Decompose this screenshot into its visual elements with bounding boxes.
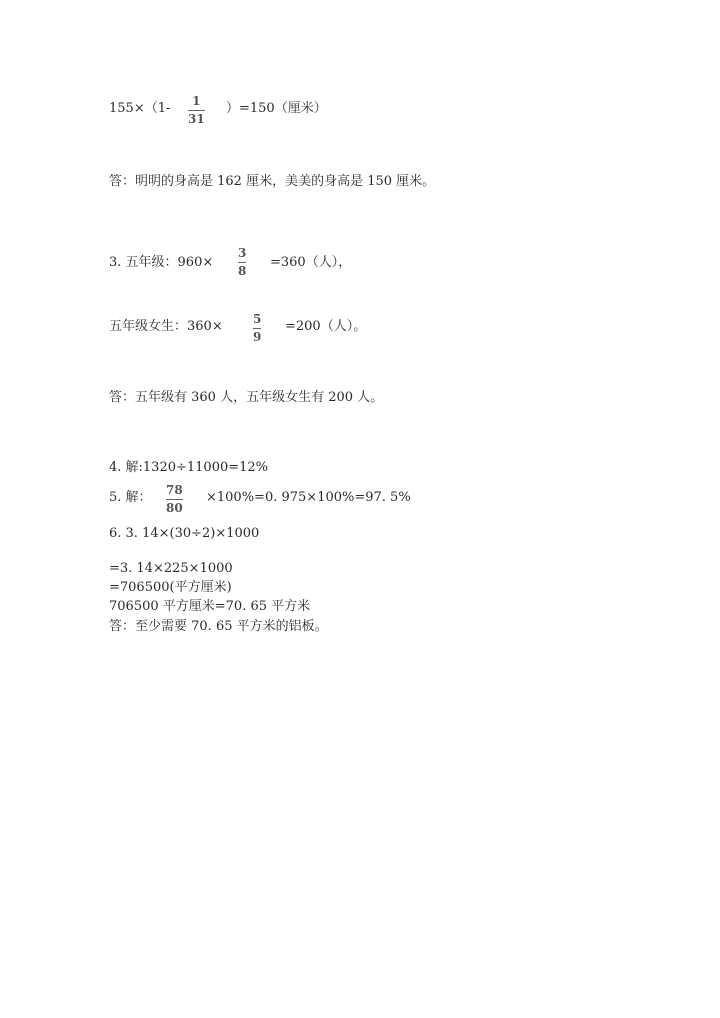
fraction-bar [166, 499, 183, 500]
answer-line-3: 答：五年级有 360 人，五年级女生有 200 人。 [109, 390, 384, 405]
equation-line-3a [109, 255, 213, 271]
equation-result: =360（人）， [270, 255, 352, 270]
numerator: 3 [238, 246, 247, 260]
answer-line-6: 答：至少需要 70. 65 平方米的铝板。 [109, 619, 328, 634]
fraction-bar [188, 110, 205, 111]
numerator: 78 [166, 483, 183, 497]
denominator: 9 [253, 330, 262, 344]
fraction [166, 484, 183, 515]
fraction-bar [253, 328, 261, 329]
numerator: 5 [253, 312, 262, 326]
fraction [253, 313, 261, 344]
fraction [238, 247, 246, 278]
equation-line-3b [109, 319, 223, 335]
solution-step: =3. 14×225×1000 [109, 561, 233, 576]
equation-result: =200（人）。 [285, 319, 367, 334]
equation-text: 5. 解： [109, 490, 152, 505]
answer-line-1: 答：明明的身高是 162 厘米，美美的身高是 150 厘米。 [109, 174, 436, 189]
equation-result: ×100%=0. 975×100%=97. 5% [206, 490, 411, 505]
denominator: 8 [238, 264, 247, 278]
equation-line-4: 4. 解:1320÷11000=12% [109, 460, 269, 475]
denominator: 80 [166, 501, 183, 515]
equation-line-6: 6. 3. 14×(30÷2)×1000 [109, 526, 260, 541]
fraction [188, 95, 205, 126]
equation-line-5 [109, 490, 152, 506]
equation-line-1 [109, 101, 170, 117]
numerator: 1 [192, 94, 201, 108]
fraction-bar [238, 262, 246, 263]
equation-result: ）=150（厘米） [226, 101, 327, 116]
equation-text: 155×（1- [109, 101, 171, 116]
solution-step: =706500(平方厘米) [109, 580, 232, 595]
equation-text: 3. 五年级：960× [109, 255, 214, 270]
denominator: 31 [188, 112, 205, 126]
solution-step: 706500 平方厘米=70. 65 平方米 [109, 599, 311, 614]
equation-text: 五年级女生：360× [109, 319, 223, 334]
